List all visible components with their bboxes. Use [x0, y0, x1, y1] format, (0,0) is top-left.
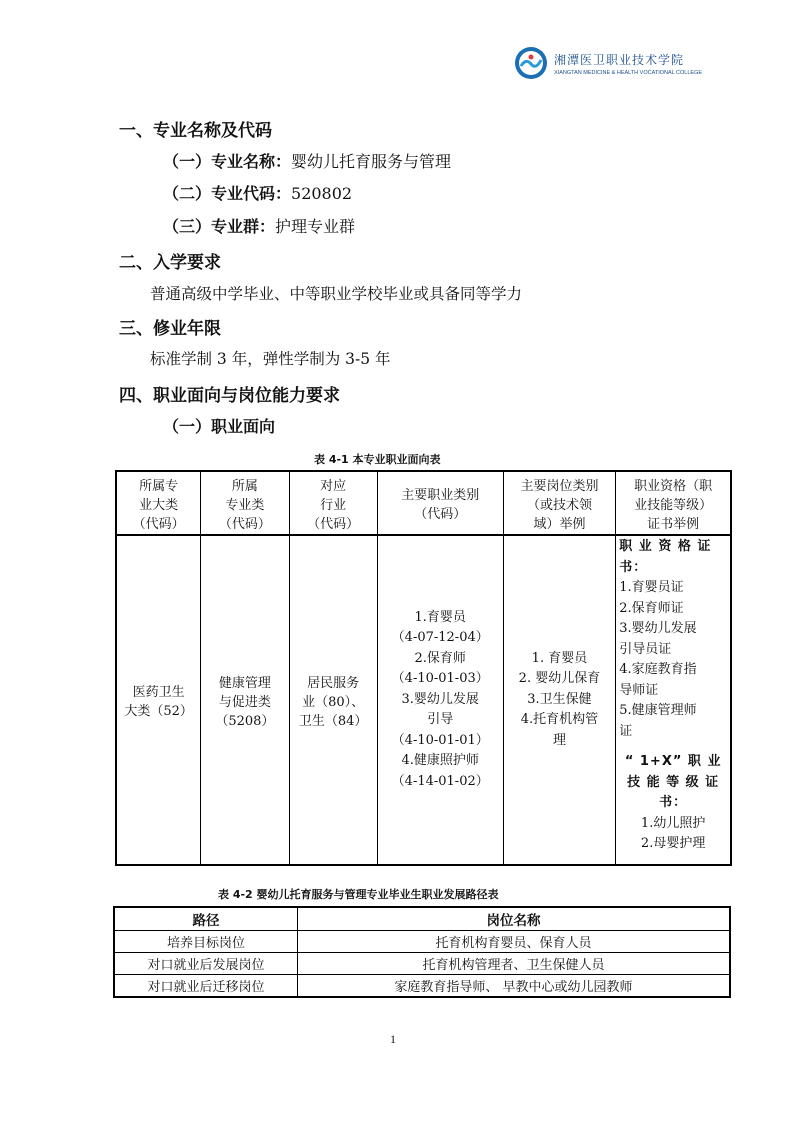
section-3-title: 三、修业年限 [119, 319, 221, 339]
admission-requirement-text: 普通高级中学毕业、中等职业学校毕业或具备同等学力 [150, 285, 523, 303]
career-path-table [113, 906, 731, 998]
college-logo [514, 46, 702, 80]
cell-major-category: 医药卫生 大类（52） [116, 535, 201, 865]
table-4-2-caption: 表 4-2 婴幼儿托育服务与管理专业毕业生职业发展路径表 [218, 888, 499, 901]
header-certificates: 职业资格（职 业技能等级） 证书举例 [616, 471, 731, 535]
section-1-title: 一、专业名称及代码 [119, 121, 272, 141]
study-duration-text: 标准学制 3 年，弹性学制为 3-5 年 [150, 350, 391, 368]
header-industry: 对应 行业 （代码） [289, 471, 377, 535]
major-code-line [163, 181, 352, 204]
major-group-label: （三）专业群： [163, 217, 276, 236]
college-emblem-icon [514, 46, 548, 80]
section-2-title: 二、入学要求 [119, 253, 221, 273]
cell-major-class: 健康管理 与促进类 （5208） [201, 535, 289, 865]
page-number: 1 [390, 1032, 396, 1046]
major-name-label: （一）专业名称： [163, 152, 292, 171]
major-group-line [163, 214, 355, 237]
section-4-sub-title: （一）职业面向 [163, 417, 276, 436]
major-code-value: 520802 [291, 184, 353, 203]
major-group-value: 护理专业群 [275, 217, 356, 236]
major-name-value: 婴幼儿托育服务与管理 [291, 152, 452, 171]
cell-certificates: 职 业 资 格 证 书： 1.育婴员证 2.保育师证 3.婴幼儿发展 引导员证 4.家庭教育指 导师证 5.健康管理师 证 “ 1+X” 职 业 技 能 等 级 证 书： 1.幼儿照护 2.母婴护理 [616, 535, 731, 865]
cert-heading-1: 职 业 资 格 证 [619, 539, 712, 554]
cell-positions: 1. 育婴员 2. 婴幼儿保育 3.卫生保健 4.托育机构管 理 [503, 535, 616, 865]
logo-chinese-name: 湘潭医卫职业技术学院 [554, 52, 685, 67]
header-occupation: 主要职业类别 （代码） [377, 471, 503, 535]
header-position-name: 岗位名称 [298, 907, 731, 931]
header-major-class: 所属 专业类 （代码） [201, 471, 289, 535]
table-row: 培养目标岗位 托育机构育婴员、保育人员 [114, 931, 730, 953]
table-4-1-caption: 表 4-1 本专业职业面向表 [314, 453, 441, 466]
cert-heading-2: “ 1+X” 职 业 [624, 754, 722, 769]
table-row: 对口就业后发展岗位 托育机构管理者、卫生保健人员 [114, 953, 730, 975]
header-positions: 主要岗位类别 （或技术领 域）举例 [503, 471, 616, 535]
career-orientation-table [115, 470, 732, 866]
major-name-line [163, 149, 451, 172]
cell-occupations: 1.育婴员 （4-07-12-04） 2.保育师 （4-10-01-03） 3.婴幼儿发展 引导 （4-10-01-01） 4.健康照护师 （4-14-01-02） [377, 535, 503, 865]
cell-industry: 居民服务 业（80）、 卫生（84） [289, 535, 377, 865]
header-path: 路径 [114, 907, 298, 931]
major-code-label: （二）专业代码： [163, 184, 292, 203]
logo-english-name: XIANGTAN MEDICINE & HEALTH VOCATIONAL COLLEGE [554, 69, 703, 76]
header-major-category: 所属专 业大类 （代码） [116, 471, 201, 535]
table-row: 对口就业后迁移岗位 家庭教育指导师、 早教中心或幼儿园教师 [114, 975, 730, 998]
section-4-title: 四、职业面向与岗位能力要求 [119, 386, 340, 406]
